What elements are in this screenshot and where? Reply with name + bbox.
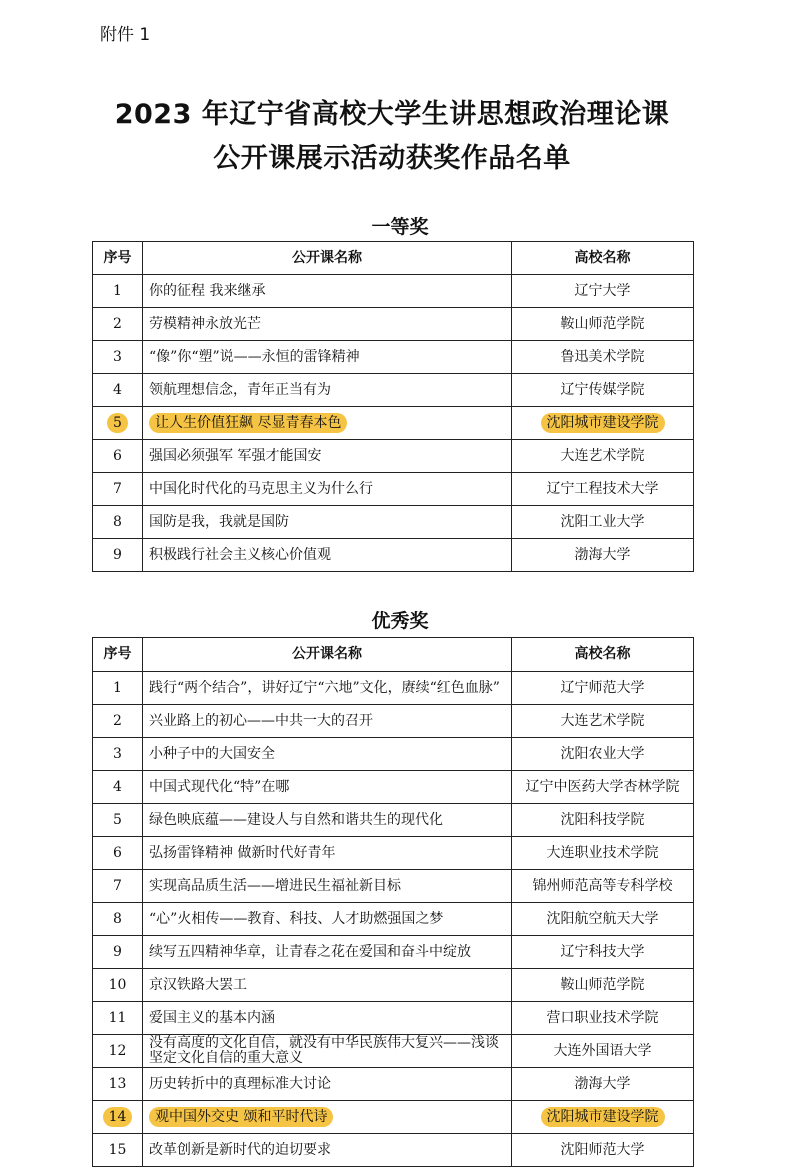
row-number-cell [93, 1002, 143, 1035]
school-name: 辽宁师范大学 [560, 679, 645, 696]
course-name-cell [143, 672, 512, 705]
course-name-cell [143, 275, 512, 308]
course-name-cell [143, 837, 512, 870]
row-number: 6 [113, 447, 122, 464]
row-number: 8 [113, 513, 122, 530]
header-school: 高校名称 [512, 638, 694, 672]
course-name: 积极践行社会主义核心价值观 [149, 546, 331, 563]
course-name: 观中国外交史 颂和平时代诗 [149, 1107, 333, 1127]
table-row [93, 407, 694, 440]
school-name: 沈阳农业大学 [560, 745, 645, 762]
school-name: 沈阳城市建设学院 [541, 413, 665, 433]
first-prize-table [92, 241, 694, 572]
course-name: 践行“两个结合”，讲好辽宁“六地”文化，赓续“红色血脉” [149, 679, 500, 696]
course-name: 你的征程 我来继承 [149, 282, 266, 299]
row-number-cell [93, 837, 143, 870]
row-number-cell [93, 870, 143, 903]
course-name: 实现高品质生活——增进民生福祉新目标 [149, 877, 401, 894]
table-row [93, 440, 694, 473]
course-name: 续写五四精神华章，让青春之花在爱国和奋斗中绽放 [149, 943, 471, 960]
row-number-cell [93, 440, 143, 473]
school-name: 沈阳科技学院 [560, 811, 645, 828]
table-row [93, 1101, 694, 1134]
school-name: 沈阳城市建设学院 [541, 1107, 665, 1127]
attachment-label: 附件 1 [100, 25, 151, 45]
course-name-cell [143, 440, 512, 473]
table-row [93, 308, 694, 341]
school-name: 鲁迅美术学院 [560, 348, 645, 365]
school-name: 大连职业技术学院 [546, 844, 659, 861]
row-number: 3 [113, 348, 122, 365]
header-no: 序号 [93, 242, 143, 275]
school-name-cell [512, 440, 694, 473]
row-number: 14 [103, 1107, 133, 1127]
course-name-cell [143, 738, 512, 771]
course-name-cell [143, 506, 512, 539]
row-number-cell [93, 771, 143, 804]
school-name: 辽宁科技大学 [560, 943, 645, 960]
school-name-cell [512, 771, 694, 804]
course-name-cell [143, 936, 512, 969]
table-row [93, 672, 694, 705]
course-name: 改革创新是新时代的迫切要求 [149, 1141, 331, 1158]
course-name-cell [143, 969, 512, 1002]
school-name-cell [512, 969, 694, 1002]
row-number: 6 [113, 844, 122, 861]
row-number-cell [93, 903, 143, 936]
school-name-cell [512, 738, 694, 771]
row-number: 3 [113, 745, 122, 762]
table-row [93, 705, 694, 738]
school-name: 锦州师范高等专科学校 [532, 877, 673, 894]
course-name-cell [143, 341, 512, 374]
row-number: 4 [113, 778, 122, 795]
row-number-cell [93, 539, 143, 572]
school-name-cell [512, 1068, 694, 1101]
header-school: 高校名称 [512, 242, 694, 275]
school-name-cell [512, 539, 694, 572]
school-name: 渤海大学 [574, 546, 631, 563]
course-name-cell [143, 407, 512, 440]
table-row [93, 936, 694, 969]
school-name-cell [512, 903, 694, 936]
document-title-line2: 公开课展示活动获奖作品名单 [213, 143, 571, 174]
table-row [93, 506, 694, 539]
row-number-cell [93, 1068, 143, 1101]
row-number: 2 [113, 712, 122, 729]
course-name: “像”你“塑”说——永恒的雷锋精神 [149, 348, 360, 365]
school-name-cell [512, 804, 694, 837]
row-number-cell [93, 705, 143, 738]
course-name-cell [143, 539, 512, 572]
row-number-cell [93, 473, 143, 506]
course-name: 中国化时代化的马克思主义为什么行 [149, 480, 373, 497]
course-name: 强国必须强军 军强才能国安 [149, 447, 322, 464]
course-name-cell [143, 705, 512, 738]
row-number: 8 [113, 910, 122, 927]
table-row [93, 1035, 694, 1068]
school-name-cell [512, 936, 694, 969]
school-name: 沈阳师范大学 [560, 1141, 645, 1158]
course-name: 中国式现代化“特”在哪 [149, 778, 290, 795]
table-row [93, 870, 694, 903]
row-number-cell [93, 969, 143, 1002]
school-name: 辽宁大学 [574, 282, 631, 299]
table-row [93, 837, 694, 870]
row-number: 7 [113, 480, 122, 497]
table-row [93, 473, 694, 506]
school-name-cell [512, 1002, 694, 1035]
first-prize-heading: 一等奖 [371, 216, 429, 238]
school-name-cell [512, 374, 694, 407]
course-name-cell [143, 1101, 512, 1134]
row-number: 5 [113, 811, 122, 828]
table-row [93, 341, 694, 374]
course-name: 国防是我，我就是国防 [149, 513, 289, 530]
school-name: 沈阳工业大学 [560, 513, 645, 530]
school-name: 大连外国语大学 [553, 1042, 652, 1059]
header-course: 公开课名称 [143, 242, 512, 275]
table-row [93, 738, 694, 771]
course-name: 让人生价值狂飙 尽显青春本色 [149, 413, 347, 433]
school-name-cell [512, 1101, 694, 1134]
excellence-prize-table [92, 637, 694, 1167]
course-name-cell [143, 1035, 512, 1068]
school-name: 鞍山师范学院 [560, 315, 645, 332]
row-number: 9 [113, 943, 122, 960]
row-number-cell [93, 506, 143, 539]
row-number-cell [93, 308, 143, 341]
row-number: 13 [108, 1075, 127, 1092]
row-number: 10 [108, 976, 127, 993]
course-name-cell [143, 1068, 512, 1101]
course-name: 京汉铁路大罢工 [149, 976, 247, 993]
course-name-cell [143, 374, 512, 407]
school-name: 大连艺术学院 [560, 712, 645, 729]
course-name-cell [143, 804, 512, 837]
row-number-cell [93, 341, 143, 374]
school-name-cell [512, 870, 694, 903]
row-number-cell [93, 804, 143, 837]
table-row [93, 374, 694, 407]
header-course: 公开课名称 [143, 638, 512, 672]
row-number-cell [93, 374, 143, 407]
table-row [93, 1134, 694, 1167]
table-header-row [93, 242, 694, 275]
school-name: 渤海大学 [574, 1075, 631, 1092]
school-name-cell [512, 705, 694, 738]
row-number-cell [93, 1101, 143, 1134]
school-name-cell [512, 506, 694, 539]
table-row [93, 1068, 694, 1101]
school-name-cell [512, 672, 694, 705]
school-name-cell [512, 837, 694, 870]
table-row [93, 804, 694, 837]
course-name-cell [143, 473, 512, 506]
row-number: 7 [113, 877, 122, 894]
header-no: 序号 [93, 638, 143, 672]
row-number: 9 [113, 546, 122, 563]
row-number: 11 [108, 1009, 127, 1026]
row-number: 4 [113, 381, 122, 398]
row-number: 5 [107, 413, 128, 433]
row-number: 2 [113, 315, 122, 332]
school-name: 辽宁中医药大学杏林学院 [525, 778, 680, 795]
row-number: 15 [108, 1141, 127, 1158]
row-number-cell [93, 1035, 143, 1068]
course-name: 兴业路上的初心——中共一大的召开 [149, 712, 373, 729]
table-header-row [93, 638, 694, 672]
school-name: 大连艺术学院 [560, 447, 645, 464]
course-name: 小种子中的大国安全 [149, 745, 275, 762]
course-name-cell [143, 903, 512, 936]
table-row [93, 903, 694, 936]
document-title-line1: 2023 年辽宁省高校大学生讲思想政治理论课 [114, 99, 670, 130]
course-name: 领航理想信念，青年正当有为 [149, 381, 331, 398]
row-number-cell [93, 1134, 143, 1167]
school-name-cell [512, 1035, 694, 1068]
table-row [93, 1002, 694, 1035]
course-name: 弘扬雷锋精神 做新时代好青年 [149, 844, 336, 861]
table-row [93, 539, 694, 572]
course-name-cell [143, 870, 512, 903]
table-row [93, 771, 694, 804]
course-name-cell [143, 308, 512, 341]
course-name-cell [143, 1002, 512, 1035]
course-name-cell [143, 1134, 512, 1167]
school-name-cell [512, 1134, 694, 1167]
school-name: 营口职业技术学院 [546, 1009, 659, 1026]
course-name: 爱国主义的基本内涵 [149, 1009, 275, 1026]
row-number-cell [93, 407, 143, 440]
table-row [93, 275, 694, 308]
school-name-cell [512, 308, 694, 341]
course-name-cell [143, 771, 512, 804]
course-name: 没有高度的文化自信，就没有中华民族伟大复兴——浅谈坚定文化自信的重大意义 [149, 1035, 499, 1066]
course-name: 劳模精神永放光芒 [149, 315, 261, 332]
course-name: 历史转折中的真理标准大讨论 [149, 1075, 331, 1092]
school-name-cell [512, 473, 694, 506]
row-number-cell [93, 672, 143, 705]
row-number: 12 [108, 1042, 127, 1059]
row-number: 1 [113, 679, 122, 696]
school-name-cell [512, 275, 694, 308]
course-name: 绿色映底蕴——建设人与自然和谐共生的现代化 [149, 811, 443, 828]
school-name: 鞍山师范学院 [560, 976, 645, 993]
school-name: 辽宁工程技术大学 [546, 480, 659, 497]
row-number-cell [93, 275, 143, 308]
table-row [93, 969, 694, 1002]
row-number-cell [93, 936, 143, 969]
school-name: 辽宁传媒学院 [560, 381, 645, 398]
school-name-cell [512, 407, 694, 440]
school-name-cell [512, 341, 694, 374]
school-name: 沈阳航空航天大学 [546, 910, 659, 927]
course-name: “心”火相传——教育、科技、人才助燃强国之梦 [149, 910, 444, 927]
row-number-cell [93, 738, 143, 771]
row-number: 1 [113, 282, 122, 299]
excellence-prize-heading: 优秀奖 [371, 610, 429, 632]
